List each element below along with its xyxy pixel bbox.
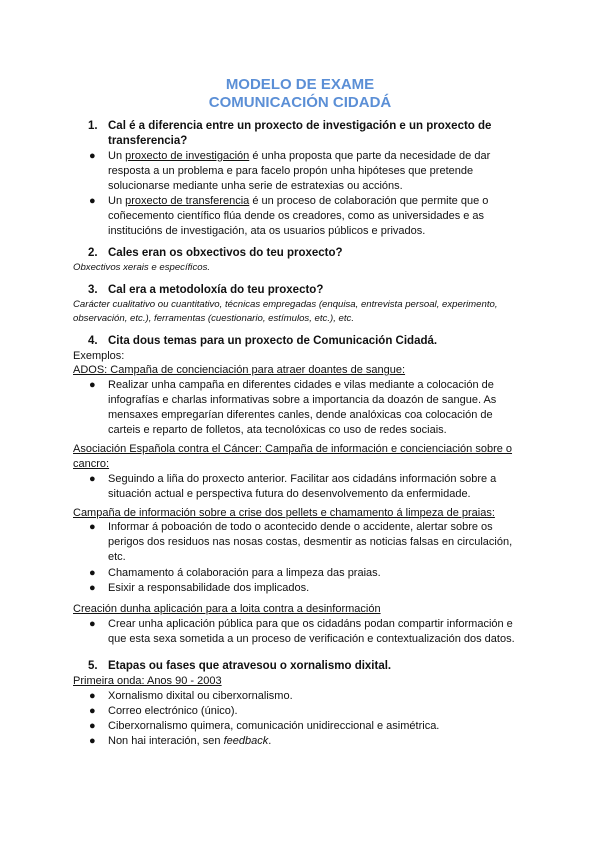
example-4-line2: que esta sexa sometida a un proceso de verificación e contextualización dos datos. bbox=[108, 633, 515, 645]
bullet-icon: ● bbox=[89, 150, 96, 162]
wave-1-item-4-post: . bbox=[268, 735, 272, 747]
question-5-text: Etapas ou fases que atravesou o xornalismo dixital. bbox=[108, 660, 392, 672]
question-2-number: 2. bbox=[88, 247, 98, 259]
link-proxecto-investigacion: proxecto de investigación bbox=[125, 150, 250, 162]
bullet-icon: ● bbox=[89, 720, 96, 732]
q1-bullet1-line2: resposta a un problema e para facelo propón unha hipóteses que pretende bbox=[108, 165, 474, 177]
bullet-icon: ● bbox=[89, 735, 96, 747]
example-3-heading: Campaña de información sobre a crise dos pellets e chamamento á limpeza de praias: bbox=[73, 507, 495, 519]
question-1-text-a: Cal é a diferencia entre un proxecto de investigación e un proxecto de bbox=[108, 120, 492, 132]
q1-b2-l1: é un proceso de colaboración que permite que o bbox=[249, 195, 489, 207]
example-1-line3: mensaxes empregarían diferentes canles, dende analóxicas coa colocación de bbox=[108, 409, 493, 421]
question-1-number: 1. bbox=[88, 120, 98, 132]
example-3-b1-line1: Informar á poboación de todo o acontecido dende o accidente, alertar sobre os bbox=[108, 521, 493, 533]
bullet-icon: ● bbox=[89, 195, 96, 207]
bullet-icon: ● bbox=[89, 618, 96, 630]
bullet-icon: ● bbox=[89, 582, 96, 594]
q1-bullet2-line3: institucións de investigación, ata os usuarios públicos e privados. bbox=[108, 225, 426, 237]
question-3-answer-line2: observación, etc.), ferramentas (cuestionario, estímulos, etc.), etc. bbox=[73, 313, 354, 324]
example-3-b1-line3: etc. bbox=[108, 551, 126, 563]
question-1 bbox=[88, 119, 491, 134]
question-4-number: 4. bbox=[88, 335, 98, 347]
q1-bullet1-line1 bbox=[108, 149, 490, 164]
wave-1-item-4 bbox=[108, 734, 271, 749]
question-3 bbox=[88, 283, 323, 298]
wave-1-item-3: Ciberxornalismo quimera, comunicación unidireccional e asimétrica. bbox=[108, 720, 440, 732]
examples-label: Exemplos: bbox=[73, 350, 125, 362]
q1-b1-l1: é unha proposta que parte da necesidade de dar bbox=[249, 150, 491, 162]
q1-bullet1-line3: solucionarse mediante unha serie de estratexias ou accións. bbox=[108, 180, 403, 192]
question-4 bbox=[88, 334, 437, 349]
question-5-number: 5. bbox=[88, 660, 98, 672]
example-3-b3: Esixir a responsabilidade dos implicados. bbox=[108, 582, 310, 594]
wave-1-item-1: Xornalismo dixital ou ciberxornalismo. bbox=[108, 690, 293, 702]
doc-title-line2: COMUNICACIÓN CIDADÁ bbox=[208, 94, 392, 111]
question-3-text: Cal era a metodoloxía do teu proxecto? bbox=[108, 284, 324, 296]
example-2-line1: Seguindo a liña do proxecto anterior. Facilitar aos cidadáns información sobre a bbox=[108, 473, 497, 485]
wave-1-item-4-pre: Non hai interación, sen bbox=[108, 735, 224, 747]
bullet-icon: ● bbox=[89, 690, 96, 702]
question-2-answer: Obxectivos xerais e específicos. bbox=[73, 262, 211, 273]
question-2 bbox=[88, 246, 343, 261]
example-4-line1: Crear unha aplicación pública para que os cidadáns podan compartir información e bbox=[108, 618, 513, 630]
bullet-icon: ● bbox=[89, 379, 96, 391]
bullet-icon: ● bbox=[89, 521, 96, 533]
wave-1-item-2: Correo electrónico (único). bbox=[108, 705, 238, 717]
example-3-b2: Chamamento á colaboración para a limpeza das praias. bbox=[108, 567, 381, 579]
example-2-line2: situación actual e perspectiva futura do desenvolvemento da enfermidade. bbox=[108, 488, 471, 500]
question-3-number: 3. bbox=[88, 284, 98, 296]
bullet-icon: ● bbox=[89, 567, 96, 579]
question-1-text-b: transferencia? bbox=[108, 135, 188, 147]
link-proxecto-transferencia: proxecto de transferencia bbox=[125, 195, 250, 207]
example-1-line4: carteis e reparto de folletos, ata tecnolóxicas co uso de redes sociais. bbox=[108, 424, 447, 436]
q1-bullet2-line2: coñecemento científico flúa dende os creadores, como as universidades e as bbox=[108, 210, 485, 222]
question-3-answer-line1: Carácter cualitativo ou cuantitativo, técnicas empregadas (enquisa, entrevista persoal, experimento, bbox=[73, 299, 498, 310]
q1-b1-pre: Un bbox=[108, 150, 126, 162]
example-1-heading: ADOS: Campaña de concienciación para atraer doantes de sangue: bbox=[73, 364, 406, 376]
q1-b2-pre: Un bbox=[108, 195, 126, 207]
question-2-text: Cales eran os obxectivos do teu proxecto? bbox=[108, 247, 343, 259]
doc-title-line1: MODELO DE EXAME bbox=[225, 76, 375, 93]
wave-1-item-4-em: feedback bbox=[223, 735, 269, 747]
example-2-heading-line2: cancro: bbox=[73, 458, 110, 470]
bullet-icon: ● bbox=[89, 705, 96, 717]
q1-bullet2-line1 bbox=[108, 194, 488, 209]
example-3-b1-line2: perigos dos residuos nas nosas costas, desmentir as noticias falsas en circulación, bbox=[108, 536, 513, 548]
example-1-line2: infografías e charlas informativas sobre a importancia da doazón de sangue. As bbox=[108, 394, 497, 406]
example-1-line1: Realizar unha campaña en diferentes cidades e vilas mediante a colocación de bbox=[108, 379, 494, 391]
wave-1-heading: Primeira onda: Anos 90 - 2003 bbox=[73, 675, 222, 687]
example-2-heading-line1: Asociación Española contra el Cáncer: Campaña de información e concienciación sobre o bbox=[73, 443, 513, 455]
example-4-heading: Creación dunha aplicación para a loita contra a desinformación bbox=[73, 603, 381, 615]
question-5 bbox=[88, 659, 391, 674]
question-4-text: Cita dous temas para un proxecto de Comunicación Cidadá. bbox=[108, 335, 438, 347]
bullet-icon: ● bbox=[89, 473, 96, 485]
